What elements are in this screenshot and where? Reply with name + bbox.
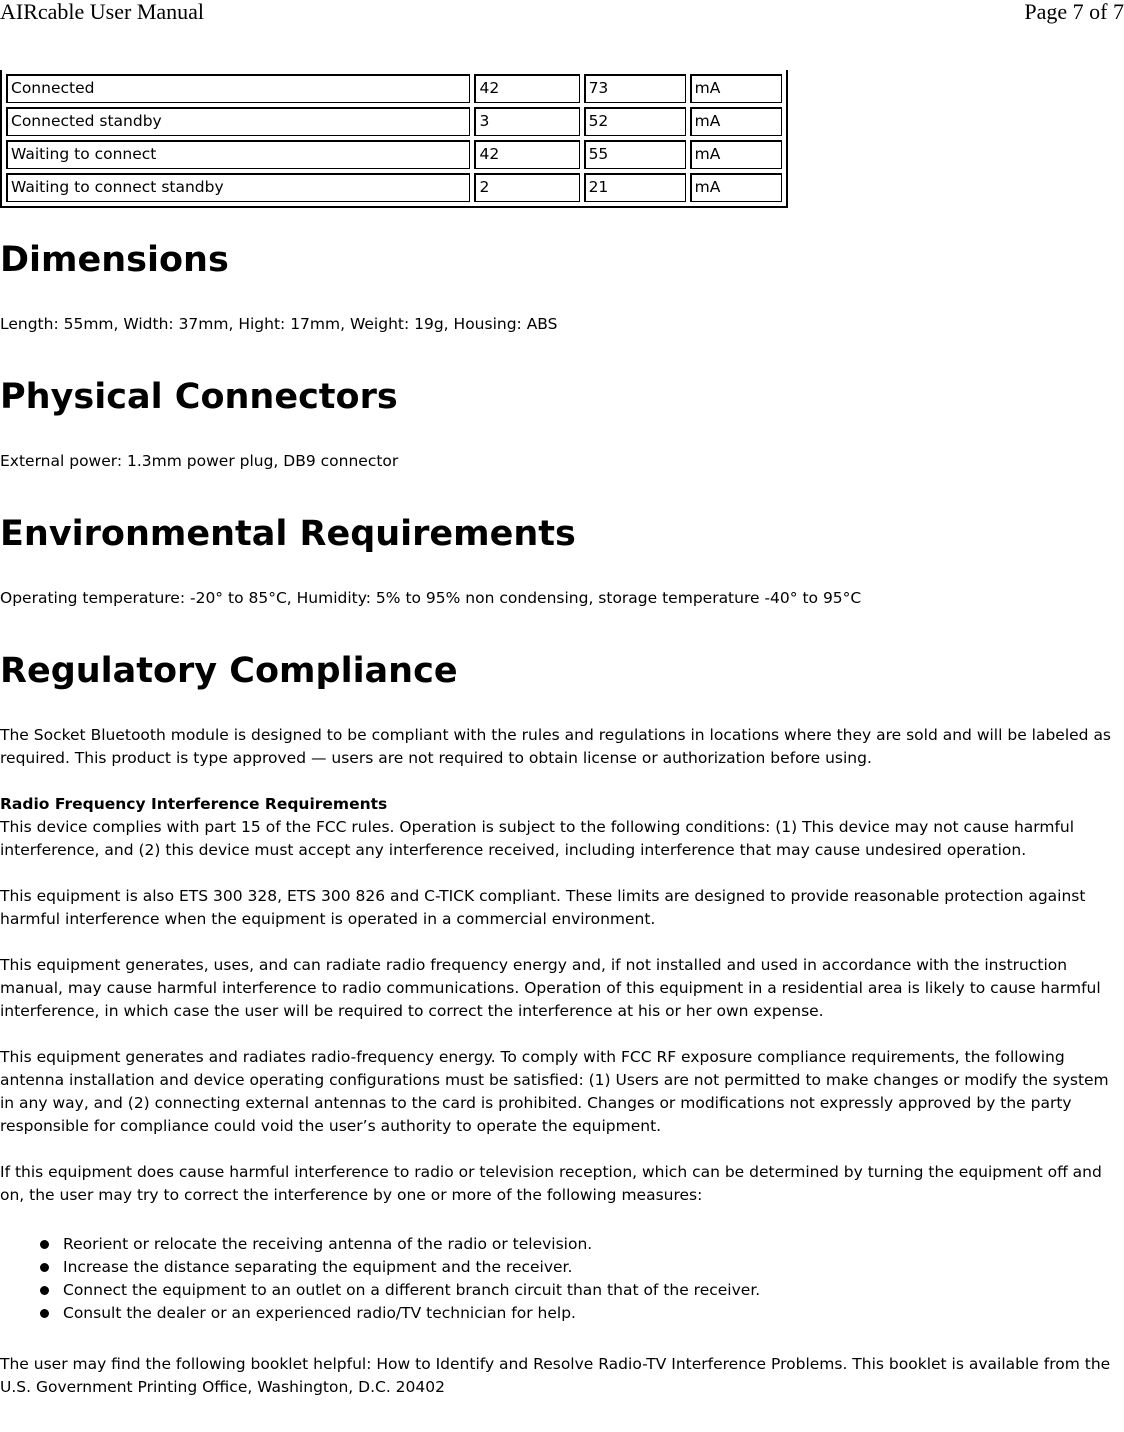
- list-item: [40, 1302, 1122, 1325]
- value-cell: 52: [584, 107, 686, 136]
- list-item-text: Reorient or relocate the receiving antenna of the radio or television.: [63, 1235, 593, 1253]
- environmental-requirements-heading: Environmental Requirements: [0, 514, 576, 554]
- list-item-text: Consult the dealer or an experienced radio/TV technician for help.: [63, 1304, 576, 1322]
- rfi-subheading: Radio Frequency Interference Requirements: [0, 795, 388, 813]
- unit-cell: mA: [690, 173, 782, 202]
- regulatory-intro-paragraph: The Socket Bluetooth module is designed to be compliant with the rules and regulations in locations where they are sold and will be labeled as required. This product is type approved — users are not required to obtain license or authorization before using.: [0, 726, 1112, 767]
- measures-list: [0, 1233, 1122, 1325]
- document-title: AIRcable User Manual: [0, 0, 205, 24]
- value-cell: 2: [474, 173, 579, 202]
- regulatory-compliance-heading: Regulatory Compliance: [0, 651, 458, 691]
- bullet-icon: [40, 1240, 49, 1249]
- value-cell: 42: [474, 140, 579, 169]
- bullet-icon: [40, 1309, 49, 1318]
- list-item: [40, 1279, 1122, 1302]
- value-cell: 55: [584, 140, 686, 169]
- ets-paragraph: This equipment is also ETS 300 328, ETS 300 826 and C-TICK compliant. These limits are designed to provide reasonable protection against harmful interference when the equipment is operated in a commercial environment.: [0, 887, 1086, 928]
- dimensions-heading: Dimensions: [0, 240, 229, 280]
- bullet-icon: [40, 1263, 49, 1272]
- list-item: [40, 1256, 1122, 1279]
- table-row: [6, 107, 782, 136]
- page-number: Page 7 of 7: [1024, 0, 1124, 24]
- mode-cell: Waiting to connect: [6, 140, 470, 169]
- unit-cell: mA: [690, 107, 782, 136]
- physical-connectors-heading: Physical Connectors: [0, 377, 398, 417]
- bullet-icon: [40, 1286, 49, 1295]
- table-row: [6, 140, 782, 169]
- value-cell: 3: [474, 107, 579, 136]
- value-cell: 21: [584, 173, 686, 202]
- list-item: [40, 1233, 1122, 1256]
- rfi-paragraph: This device complies with part 15 of the FCC rules. Operation is subject to the following conditions: (1) This device may not cause harmful interference, and (2) this device must accept any interference received, including interference that may cause undesired operation.: [0, 818, 1075, 859]
- running-header: [0, 0, 1124, 30]
- unit-cell: mA: [690, 140, 782, 169]
- table-row: [6, 173, 782, 202]
- dimensions-text: Length: 55mm, Width: 37mm, Hight: 17mm, Weight: 19g, Housing: ABS: [0, 315, 558, 333]
- mode-cell: Connected: [6, 74, 470, 103]
- measures-intro-paragraph: If this equipment does cause harmful interference to radio or television reception, which can be determined by turning the equipment off and on, the user may try to correct the interference by one or more of the following measures:: [0, 1163, 1102, 1204]
- value-cell: 73: [584, 74, 686, 103]
- environmental-requirements-text: Operating temperature: -20° to 85°C, Humidity: 5% to 95% non condensing, storage temperature -40° to 95°C: [0, 589, 862, 607]
- mode-cell: Waiting to connect standby: [6, 173, 470, 202]
- list-item-text: Increase the distance separating the equipment and the receiver.: [63, 1258, 573, 1276]
- power-consumption-table: [0, 70, 788, 208]
- list-item-text: Connect the equipment to an outlet on a different branch circuit than that of the receiver.: [63, 1281, 761, 1299]
- page-content: [0, 70, 1122, 1399]
- physical-connectors-text: External power: 1.3mm power plug, DB9 connector: [0, 452, 399, 470]
- value-cell: 42: [474, 74, 579, 103]
- mode-cell: Connected standby: [6, 107, 470, 136]
- table-row: [6, 74, 782, 103]
- booklet-paragraph: The user may find the following booklet helpful: How to Identify and Resolve Radio-TV Interference Problems. This booklet is available from the U.S. Government Printing Office, Washington, D.C. 20402: [0, 1355, 1111, 1396]
- rf-exposure-paragraph: This equipment generates and radiates radio-frequency energy. To comply with FCC RF exposure compliance requirements, the following antenna installation and device operating configurations must be satisfied: (1) Users are not permitted to make changes or modify the system in any way, and (2) connecting external antennas to the card is prohibited. Changes or modifications not expressly approved by the party responsible for compliance could void the user’s authority to operate the equipment.: [0, 1048, 1109, 1135]
- unit-cell: mA: [690, 74, 782, 103]
- rf-energy-paragraph: This equipment generates, uses, and can radiate radio frequency energy and, if not installed and used in accordance with the instruction manual, may cause harmful interference to radio communications. Operation of this equipment in a residential area is likely to cause harmful interference, in which case the user will be required to correct the interference at his or her own expense.: [0, 956, 1101, 1020]
